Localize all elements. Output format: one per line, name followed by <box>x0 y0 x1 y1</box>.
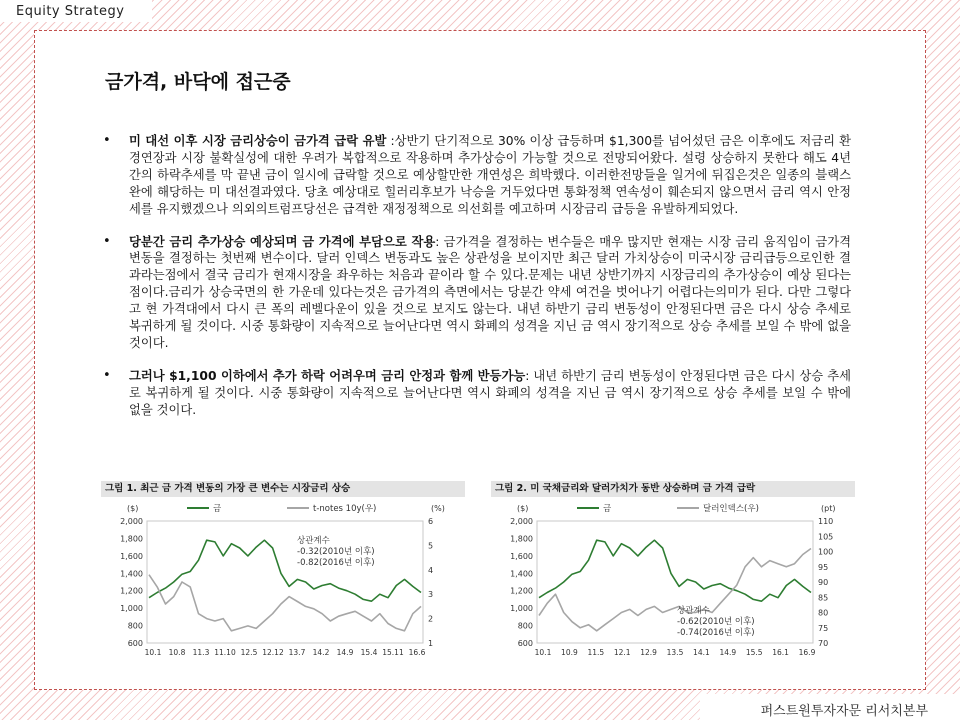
y-tick-right: 90 <box>818 578 829 587</box>
x-tick-label: 14.9 <box>336 648 354 657</box>
bullet-list <box>99 133 851 435</box>
x-tick-label: 13.7 <box>288 648 306 657</box>
y-tick-right: 100 <box>818 547 834 557</box>
x-tick-label: 10.8 <box>168 648 186 657</box>
series-line <box>539 549 811 631</box>
legend-label: 금 <box>603 504 612 514</box>
chart-title: 그림 1. 최근 금 가격 변동의 가장 큰 변수는 시장금리 상승 <box>101 481 465 497</box>
x-tick-label: 10.9 <box>561 648 578 657</box>
right-axis-unit: (%) <box>431 504 445 513</box>
series-line <box>149 575 421 631</box>
x-tick-label: 14.2 <box>312 648 330 657</box>
x-tick-label: 12.1 <box>613 648 631 657</box>
x-tick-label: 12.12 <box>262 648 284 657</box>
bullet-text: :상반기 단기적으로 30% 이상 급등하며 $1,300를 넘어섰던 금은 이후에도 저금리 환경연장과 시장 불확실성에 대한 우려가 복합적으로 작용하며 추가상승이 가능할 것으로 전망되어왔다. 설령 상승하지 못한다 해도 4년간의 하락추세를 막 끝낸 금이 일시에 급락할 것으로 예상할만한 개연성은 희박했다. 이러한전망들을 일거에 뒤집은것은 일종의 블랙스완에 해당하는 미 대선결과였다. 당초 예상대로 힐러리후보가 낙승을 거두었다면 통화정책 연속성이 훼손되지 않으면서 금리 역시 안정세를 유지했겠으나 의외의트럼프당선은 급격한 재정정책으로 의선회를 예고하며 시장금리 급등을 유발하게되었다. <box>129 134 851 216</box>
x-tick-label: 14.1 <box>693 648 710 657</box>
y-tick-left: 800 <box>517 621 533 631</box>
bullet-heading: 당분간 금리 추가상승 예상되며 금 가격에 부담으로 작용 <box>129 234 436 249</box>
section-label: Equity Strategy <box>16 4 125 19</box>
legend-label: t-notes 10y(우) <box>313 504 377 514</box>
y-tick-left: 1,600 <box>120 551 143 561</box>
page-title: 금가격, 바닥에 접근중 <box>105 71 291 93</box>
x-tick-label: 14.9 <box>719 648 737 657</box>
bullet-item <box>99 133 851 218</box>
y-tick-left: 1,200 <box>120 586 143 596</box>
x-tick-label: 16.9 <box>798 648 816 657</box>
y-tick-right: 105 <box>818 532 834 542</box>
x-tick-label: 16.1 <box>772 648 789 657</box>
y-tick-right: 95 <box>818 562 829 572</box>
y-tick-left: 1,200 <box>510 586 533 596</box>
left-axis-unit: ($) <box>127 504 139 513</box>
chart-2 <box>491 481 855 665</box>
y-tick-left: 1,000 <box>120 604 143 614</box>
y-tick-left: 1,800 <box>510 534 533 544</box>
x-tick-label: 12.9 <box>640 648 657 657</box>
footer-label-box <box>700 694 960 720</box>
y-tick-left: 600 <box>517 639 533 648</box>
right-axis-unit: (pt) <box>821 504 836 513</box>
annotation-text: -0.82(2016년 이후) <box>297 558 375 568</box>
y-tick-right: 110 <box>818 517 834 526</box>
chart-2-plot <box>491 499 855 665</box>
x-tick-label: 15.5 <box>745 648 763 657</box>
x-tick-label: 15.11 <box>382 648 404 657</box>
y-tick-left: 800 <box>127 621 143 631</box>
footer-company: 퍼스트원투자자문 리서치본부 <box>760 704 928 719</box>
annotation-text: 상관계수 <box>677 606 710 616</box>
y-tick-left: 2,000 <box>510 517 533 526</box>
y-tick-right: 85 <box>818 593 829 603</box>
x-tick-label: 15.4 <box>360 648 378 657</box>
plot-border <box>537 521 813 643</box>
section-label-box <box>0 0 152 22</box>
x-tick-label: 11.5 <box>587 648 605 657</box>
bullet-item <box>99 368 851 419</box>
x-tick-label: 12.5 <box>240 648 258 657</box>
bullet-item <box>99 234 851 352</box>
annotation-text: -0.74(2016년 이후) <box>677 628 755 638</box>
chart-1 <box>101 481 465 665</box>
annotation-text: -0.32(2010년 이후) <box>297 547 375 557</box>
y-tick-right: 5 <box>428 541 434 551</box>
left-axis-unit: ($) <box>517 504 529 513</box>
y-tick-left: 2,000 <box>120 517 143 526</box>
y-tick-right: 1 <box>428 639 434 648</box>
bullet-heading: 미 대선 이후 시장 금리상승이 금가격 급락 유발 <box>129 134 387 148</box>
y-tick-left: 1,600 <box>510 551 533 561</box>
y-tick-right: 3 <box>428 590 434 600</box>
x-tick-label: 10.1 <box>144 648 162 657</box>
series-line <box>149 540 421 601</box>
y-tick-right: 6 <box>428 517 434 526</box>
x-tick-label: 11.3 <box>192 648 210 657</box>
bullet-text: : 금가격을 결정하는 변수들은 매우 많지만 현재는 시장 금리 움직임이 금가격 변동을 결정하는 첫번째 변수이다. 달러 인덱스 변동과도 높은 상관성을 보이지만 최근 달러 가치상승이 미국시장 금리급등으로인한 결과라는점에서 결국 금리가 현재시장을 좌우하는 처음과 끝이라 할 수 있다.문제는 내년 상반기까지 시장금리의 추가상승이 예상 된다는 점이다.금리가 상승국면의 한 가운데 있다는것은 금가격의 측면에서는 당분간 약세 여건을 벗어나기 어렵다는의미가 된다. 다만 그렇다고 현 가격대에서 다시 큰 폭의 레벨다운이 있을 것으로 보지도 않는다. 내년 하반기 금리 변동성이 안정된다면 금은 다시 상승 추세로 복귀하게 될 것이다. 시중 통화량이 지속적으로 늘어난다면 역시 화폐의 성격을 지닌 금 역시 장기적으로 상승 추세를 보일 수 밖에 없을것이다. <box>129 234 851 350</box>
y-tick-left: 1,800 <box>120 534 143 544</box>
x-tick-label: 11.10 <box>214 648 236 657</box>
y-tick-left: 1,400 <box>510 569 533 579</box>
legend-label: 달러인덱스(우) <box>703 504 759 514</box>
chart-title: 그림 2. 미 국채금리와 달러가치가 동반 상승하며 금 가격 급락 <box>491 481 855 497</box>
y-tick-right: 2 <box>428 614 434 624</box>
bullet-heading: 그러나 $1,100 이하에서 추가 하락 어려우며 금리 안정과 함께 반등가능 <box>129 368 526 383</box>
annotation-text: 상관계수 <box>297 536 330 546</box>
y-tick-right: 80 <box>818 608 829 618</box>
chart-1-plot <box>101 499 465 665</box>
x-tick-label: 13.5 <box>666 648 684 657</box>
y-tick-left: 1,400 <box>120 569 143 579</box>
plot-border <box>147 521 423 643</box>
y-tick-right: 70 <box>818 639 829 648</box>
legend-label: 금 <box>213 504 222 514</box>
y-tick-right: 4 <box>428 565 434 575</box>
y-tick-left: 600 <box>127 639 143 648</box>
series-line <box>539 540 811 601</box>
x-tick-label: 10.1 <box>534 648 552 657</box>
bullet-text: : 내년 하반기 금리 변동성이 안정된다면 금은 다시 상승 추세로 복귀하게 될 것이다. 시중 통화량이 지속적으로 늘어난다면 역시 화폐의 성격을 지닌 금 역시 장기적으로 상승 추세를 보일 수 밖에 없을 것이다. <box>129 368 851 417</box>
content-frame <box>34 30 926 690</box>
y-tick-left: 1,000 <box>510 604 533 614</box>
annotation-text: -0.62(2010년 이후) <box>677 617 755 627</box>
x-tick-label: 16.6 <box>408 648 426 657</box>
y-tick-right: 75 <box>818 623 829 633</box>
